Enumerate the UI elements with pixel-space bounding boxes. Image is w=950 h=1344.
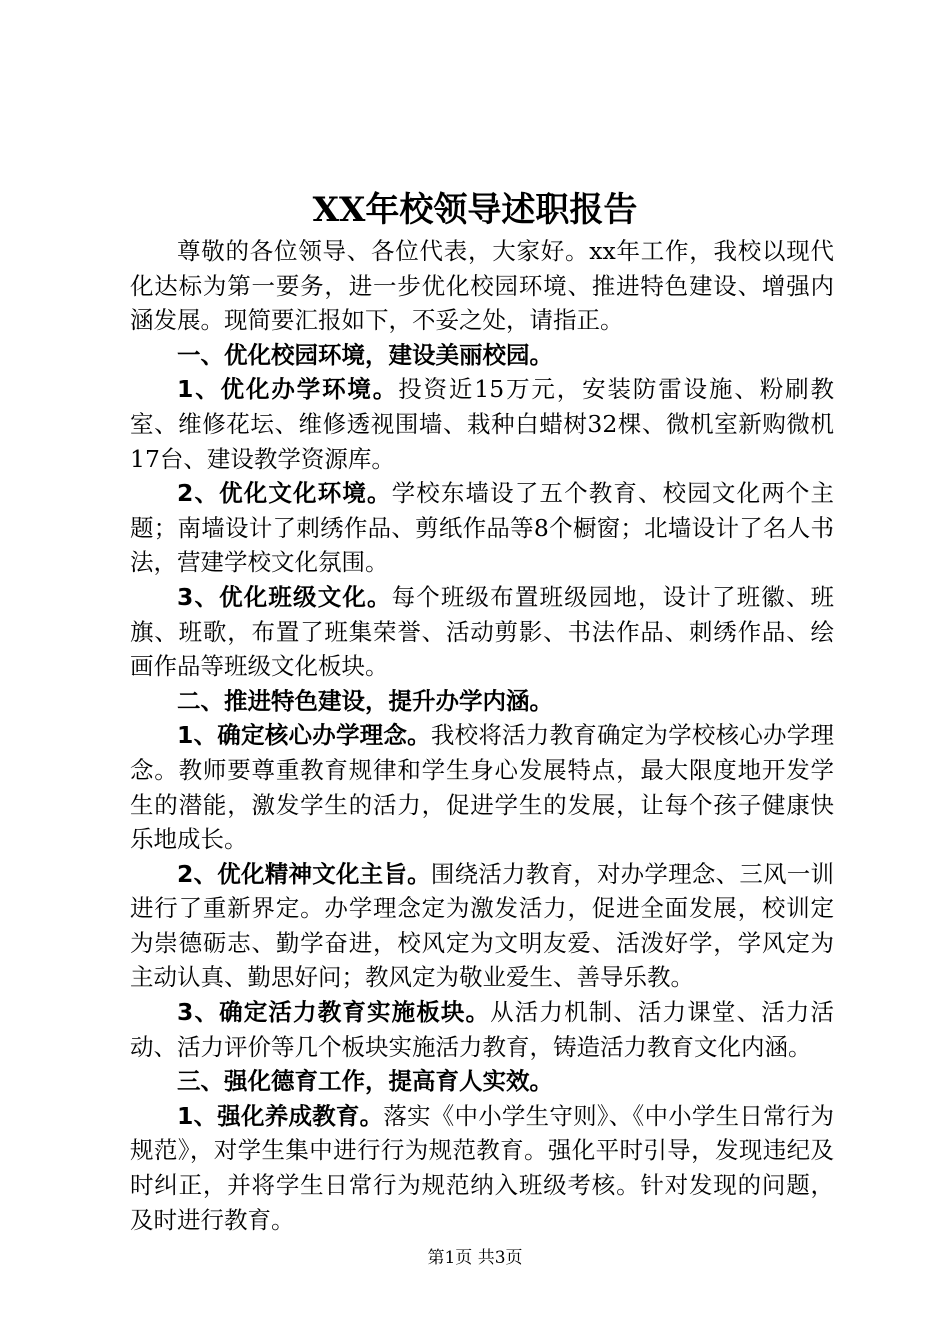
section-2-item-2 (130, 857, 834, 995)
section-2-item-3 (130, 995, 834, 1064)
item-lead: 3、确定活力教育实施板块。 (177, 998, 491, 1027)
page-title: XX年校领导述职报告 (312, 190, 638, 230)
item-text: 每个班级布置班级园地，设计了班徽、班旗、班歌，布置了班集荣誉、活动剪影、书法作品、刺绣作品、绘画作品等班级文化板块。 (130, 582, 835, 681)
item-lead: 1、确定核心办学理念。 (177, 721, 431, 750)
section-heading-1: 一、优化校园环境，建设美丽校园。 (177, 340, 553, 369)
item-text: 我校将活力教育确定为学校核心办学理念。教师要尊重教育规律和学生身心发展特点，最大限度地开发学生的潜能，激发学生的活力，促进学生的发展，让每个孩子健康快乐地成长。 (130, 721, 834, 854)
item-text: 投资近15万元，安装防雷设施、粉刷教室、维修花坛、维修透视围墙、栽种白蜡树32棵、微机室新购微机17台、建设教学资源库。 (130, 375, 834, 473)
item-text: 学校东墙设了五个教育、校园文化两个主题；南墙设计了刺绣作品、剪纸作品等8个橱窗；北墙设计了名人书法，营建学校文化氛围。 (130, 479, 835, 577)
page-number-footer: 第1页 共3页 (427, 1248, 523, 1268)
section-2-item-1 (130, 718, 834, 856)
section-heading-2: 二、推进特色建设，提升办学内涵。 (177, 686, 553, 715)
item-text: 落实《中小学生守则》、《中小学生日常行为规范》，对学生集中进行行为规范教育。强化平时引导，发现违纪及时纠正，并将学生日常行为规范纳入班级考核。针对发现的问题，及时进行教育。 (130, 1101, 834, 1234)
section-1-item-3 (130, 580, 834, 684)
intro-paragraph: 尊敬的各位领导、各位代表，大家好。xx年工作，我校以现代化达标为第一要务，进一步优化校园环境、推进特色建设、增强内涵发展。现简要汇报如下，不妥之处，请指正。 (130, 237, 834, 335)
item-text: 从活力机制、活力课堂、活力活动、活力评价等几个板块实施活力教育，铸造活力教育文化内涵。 (130, 998, 834, 1061)
section-3-item-1 (130, 1099, 834, 1237)
item-lead: 2、优化文化环境。 (177, 479, 392, 508)
section-1-item-1 (130, 372, 834, 476)
item-lead: 1、强化养成教育。 (177, 1101, 384, 1130)
section-heading-3: 三、强化德育工作，提高育人实效。 (177, 1067, 553, 1096)
item-lead: 2、优化精神文化主旨。 (177, 859, 431, 888)
document-body (130, 234, 834, 1237)
item-lead: 1、优化办学环境。 (177, 375, 399, 404)
item-lead: 3、优化班级文化。 (177, 582, 392, 611)
section-1-item-2 (130, 476, 834, 580)
item-text: 围绕活力教育，对办学理念、三风一训进行了重新界定。办学理念定为激发活力，促进全面发展，校训定为崇德砺志、勤学奋进，校风定为文明友爱、活泼好学，学风定为主动认真、勤思好问；教风定为敬业爱生、善导乐教。 (130, 859, 834, 992)
